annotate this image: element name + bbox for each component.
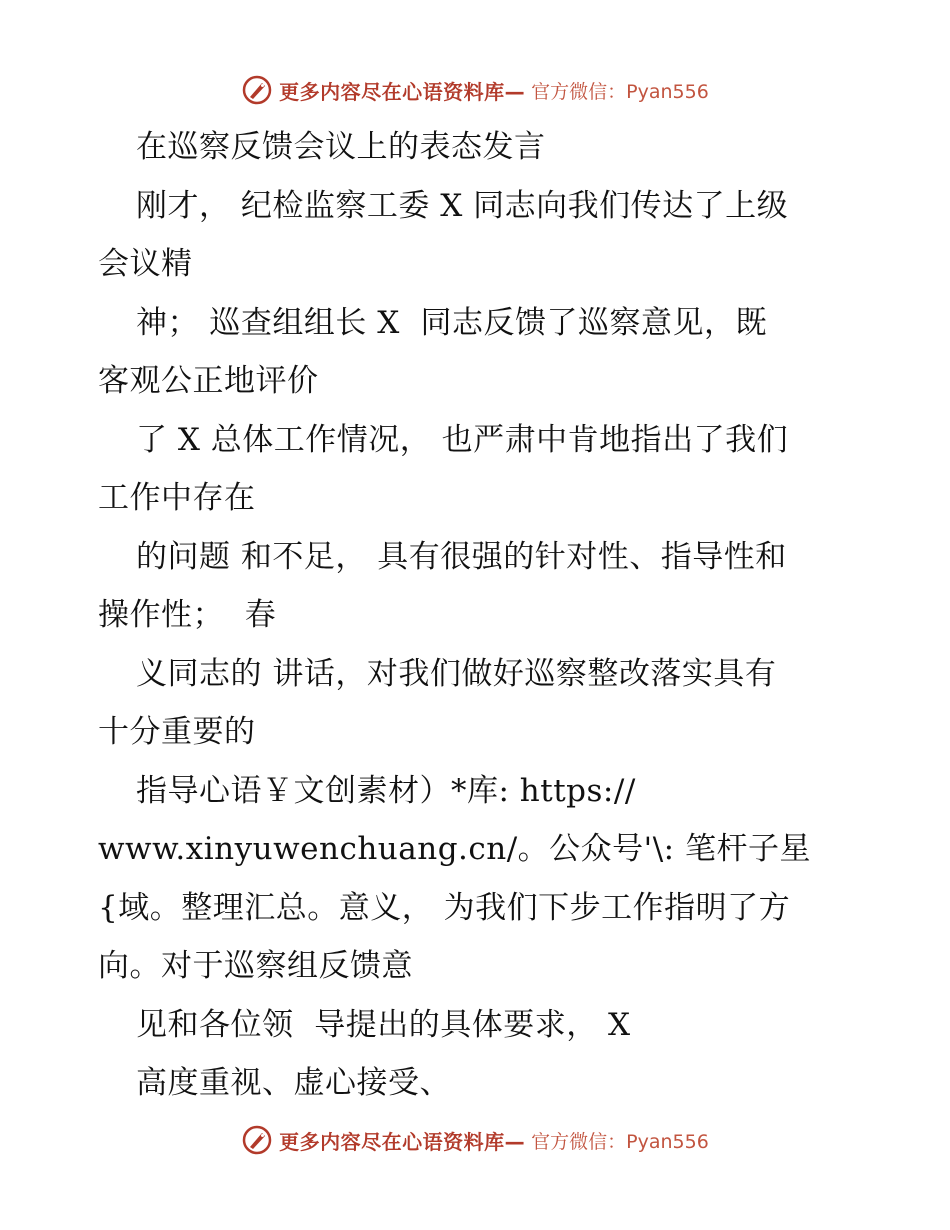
paragraph-line: 高度重视、虚心接受、 (136, 1065, 451, 1101)
paragraph-line: 刚才， 纪检监察工委 X 同志向我们传达了上级 (136, 187, 789, 224)
paragraph-line: 了 X 总体工作情况， 也严肃中肯地指出了我们 (136, 421, 789, 458)
paragraph-line: 义同志的 讲话，对我们做好巡察整改落实具有 (136, 655, 777, 692)
paragraph-line: www.xinyuwenchuang.cn/。公众号'\: 笔杆子星 (98, 831, 811, 867)
banner-text: 更多内容尽在心语资料库— (279, 79, 526, 104)
paragraph-line: 十分重要的 (98, 714, 256, 750)
footer-watermark-banner (0, 1120, 950, 1160)
paragraph-line: {域。整理汇总。意义， 为我们下步工作指明了方 (98, 889, 791, 926)
paragraph-line: 见和各位领 导提出的具体要求， X (136, 1006, 631, 1043)
banner-contact: 官方微信：Pyan556 (531, 1130, 709, 1153)
header-watermark-banner (0, 70, 950, 110)
paragraph-line: 客观公正地评价 (98, 363, 319, 399)
banner-text: 更多内容尽在心语资料库— (279, 1129, 526, 1154)
document-title-line: 在巡察反馈会议上的表态发言 (136, 129, 546, 165)
document-body (98, 118, 878, 1113)
paragraph-line: 向。对于巡察组反馈意 (98, 948, 413, 984)
paragraph-line: 指导心语￥文创素材）*库: https:// (136, 772, 636, 809)
paragraph-line: 操作性； 春 (98, 597, 277, 633)
pen-nib-logo-icon (241, 74, 273, 106)
paragraph-line: 会议精 (98, 246, 193, 282)
paragraph-line: 的问题 和不足， 具有很强的针对性、指导性和 (136, 538, 787, 575)
banner-contact: 官方微信：Pyan556 (531, 80, 709, 103)
paragraph-line: 神； 巡查组组长 X 同志反馈了巡察意见，既 (136, 304, 767, 341)
pen-nib-logo-icon (241, 1124, 273, 1156)
paragraph-line: 工作中存在 (98, 480, 256, 516)
